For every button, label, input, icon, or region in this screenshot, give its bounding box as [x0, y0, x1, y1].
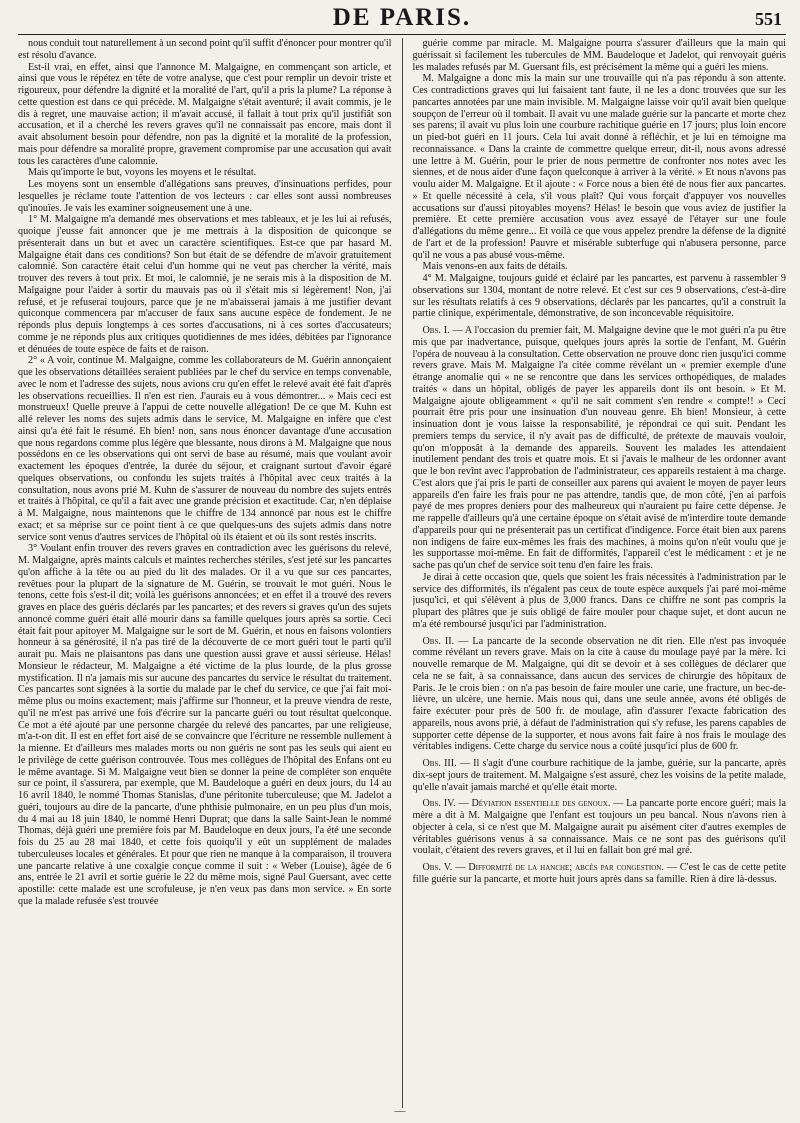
- two-column-body: [18, 38, 786, 1108]
- page-number: 551: [755, 9, 782, 29]
- observation-text: — C'est le cas de cette petite fille guérie sur la pancarte, et morte huit jours après dans sa famille. Rien à dire là-dessus.: [412, 862, 786, 885]
- observation-label: Obs. III.: [422, 758, 457, 769]
- paragraph: 2° « A voir, continue M. Malgaigne, comme les collaborateurs de M. Guérin annonçaient que les observations détaillées seraient publiées par le chef du service en temps convenable, avec le nom et l'adresse des sujets, nous avions cru qu'en effet le relevé avait été fait d'après les observations recueillies. Il n'en est rien. J'aurais eu à vous démontrer... » Mais ceci est monstrueux! Quelle preuve à l'appui de cette nouvelle allégation! De ce que M. Kuhn est allé relever les noms des sujets admis dans le service, M. Malgaigne en infère que c'est ainsi qu'a été fait le résumé. Eh bien! non, sans nous énoncer davantage d'une accusation que nous regardons comme plus légère que blessante, nous dirons à M. Malgaigne que nous possédons en ce les observations qui ont servi de base au résumé, mais que voulant avoir exactement les époques d'entrée, la durée du séjour, et craignant surtout d'avoir égaré quelques observations, ou confondu les sujets traités à l'hôpital avec ceux traités à la consultation, nous avons prié M. Kuhn de s'assurer de nouveau du nombre des sujets entrés et traités à l'hôpital, ce qu'il a fait avec une grande précision et exactitude. Car, n'en déplaise à M. Malgaigne, nous maintenons que le chiffre de 134 annoncé par nous est le chiffre exact; et sa méprise sur ce point tient à ce que quelques-uns des sujets admis dans notre service sont venus d'autres services de l'hôpital où ils étaient et où ils sont restés inscrits.: [18, 355, 392, 543]
- observation-text: — A l'occasion du premier fait, M. Malgaigne devine que le mot guéri n'a pu être mis que par inadvertance, puisque, quelques jours après la sortie de l'enfant, M. Guérin l'opéra de nouveau à la consultation. Cette observation ne prouve donc rien jusqu'ici comme revers grave. Mais M. Malgaigne l'a citée comme révélant un « premier exemple d'une étrange anomalie qui « ne se rencontre que dans les services orthopédiques, de malades traités « dans un hôpital, obligés de payer les appareils dont ils ont besoin. » Et M. Malgaigne ajoute obligeamment « qu'il ne sait comment s'en rendre « compte!! » Ceci pourrait être pris pour une insinuation d'un nouveau genre. Eh bien! Monsieur, à cette insinuation dont je vous laisse la responsabilité, je répondrai ce qui suit. Pendant les premiers temps du service, il n'y avait pas de difficulté, de prétexte de mauvais vouloir, qu'on m'opposât à la demande des appareils. Souvent les malades les attendaient inutilement pendant des trois et quatre mois. Et si j'avais le malheur de les ordonner avant que le bon revînt avec l'approbation de l'administrateur, ces appareils restaient à ma charge. C'est alors que j'ai pris le parti de conseiller aux parens qui avaient le moyen de payer leurs appareils d'en faire les frais pour ne pas attendre, tandis que, de mon côté, j'en ai parfois payé de mes propres deniers pour des malheureux qui n'auraient pu faire cette dépense. Je me rappelle d'ailleurs qu'à une certaine époque on s'était avisé de m'interdire toute demande d'appareils pour qui ne présenterait pas un certificat d'indigence. Force était bien aux parens non indigens de faire eux-mêmes les frais des machines, à moins qu'on n'eût voulu que je les supportasse moi-même. En fait de difformités, l'appareil c'est le médicament : et je ne sache pas qu'un chef de service soit tenu d'en faire les frais.: [412, 325, 786, 571]
- observation-label: Obs. V.: [422, 862, 453, 873]
- page-header: [18, 0, 786, 35]
- observation-label: Obs. I.: [422, 325, 450, 336]
- right-column: [413, 38, 787, 1108]
- observation-heading: — Difformité de la hanche; abcès par congestion.: [455, 862, 664, 873]
- observation-3: [413, 758, 787, 793]
- observation-2: [413, 636, 787, 754]
- observation-text: — La pancarte porte encore guéri; mais la mère a dit à M. Malgaigne que l'enfant est toujours un peu bancal. Nous n'avons rien à objecter à cela, si ce n'est que M. Malgaigne aurait pu aisément citer d'autres exemples de véritables guérisons venus à sa connaissance. Mais ce ne sont pas des guérisons qu'il voulait, c'étaient des revers graves, et il lui en fallait bon gré mal gré.: [412, 798, 786, 857]
- observation-1: [413, 325, 787, 572]
- observation-5: [413, 862, 787, 886]
- observation-1-continuation: Je dirai à cette occasion que, quels que soient les frais nécessités à l'administration par le service des difformités, ils n'égalent pas ceux de toute espèce auxquels j'ai paré moi-même jusqu'ici, et qui s'élèvent à plus de 3,000 francs. Dans ce chiffre ne sont pas compris la plupart des plâtres que je suis obligé de faire mouler pour chaque sujet, et dont aucun ne m'a été remboursé jusqu'ici par l'administration.: [412, 571, 786, 630]
- footer-mark: —: [394, 1105, 406, 1117]
- paragraph: Est-il vrai, en effet, ainsi que l'annonce M. Malgaigne, en commençant son article, et ainsi que vous le répétez en tête de votre analyse, que c'est pour remplir un devoir triste et rigoureux, pour défendre la dignité et la moralité de l'art, qu'il a pris la plume? La réponse à cette question est dans ce qui précède. M. Malgaigne s'était aventuré; il avait commis, je le dis à regret, une mauvaise action; il m'avait accusé, il fallait à tout prix qu'il justifiât son accusation, et il a cherché les revers graves qu'il ne connaissait pas encore, mais dont il avait absolument besoin pour défendre, non pas la dignité et la moralité de la profession, mais pour défendre sa moralité propre, gravement compromise par une accusation qui avait tous les caractères d'une calomnie.: [18, 61, 392, 167]
- paragraph: M. Malgaigne a donc mis la main sur une trouvaille qui n'a pas répondu à son attente. Ces contradictions graves qui lui faisaient tant faute, il ne les a donc trouvées que sur les pancartes annotées par une main invisible. M. Malgaigne laisse voir qu'il avait bien quelque soupçon de l'erreur où il tombait. Il avait vu une malade guérie sur la pancarte et morte chez ses parens; il avait vu plus loin une courbure rachitique guérie en 17 jours; plus loin encore un pied-bot guéri en 11 jours. Cela lui avait donné à réfléchir, et je lui en témoigne ma reconnaissance. « Dans la crainte de commettre quelque erreur, dit-il, nous avons adressé une lettre à M. Guérin, pour le prier de nous permettre de confronter nos notes avec les siennes, et de nous aider d'une façon quelconque à arriver à la vérité. » Et nous n'avons pas voulu aider M. Malgaigne. Et il ajoute : « Force nous a bien été de nous fier aux pancartes. » Et quelle nécessité à cela, s'il vous plaît? Qui vous forçait d'appuyer vos nouvelles accusations sur d'aussi pitoyables moyens? Hélas! le besoin que vous aviez de justifier la première. Et cette première accusation vous avez essayé de l'étayer sur une foule d'allégations du même genre... Et voilà ce que vous appelez prendre la défense de la dignité de l'art et de la profession! Pauvre et misérable subterfuge qui n'abusera personne, parce qu'il ne vous a pas abusé vous-même.: [412, 73, 786, 261]
- observation-heading: — Déviation essentielle des genoux.: [458, 798, 611, 810]
- paragraph: nous conduit tout naturellement à un second point qu'il suffit d'énoncer pour montrer qu'il est résolu d'avance.: [18, 38, 392, 61]
- paragraph: 1° M. Malgaigne m'a demandé mes observations et mes tableaux, et je les lui ai refusés, quoique j'eusse fait annoncer que je me mettrais à la disposition de quiconque se présenterait dans un but et avec un caractère scientifiques. Est-ce que par hasard M. Malgaigne était dans ces conditions? Son but était de se défendre de m'avoir gratuitement calomnié. Son caractère était celui d'un homme qui ne veut pas chercher la vérité, mais trouver des revers à tout prix. Et moi, le calomnié, je ne serais mis à la disposition de M. Malgaigne pour l'aider à sortir du mauvais pas où il s'était mis si légèrement! Non, j'ai refusé, et je refuserai toujours, parce que je ne m'abaisserai jamais à me justifier devant quiconque commencera par m'accuser de faux sans aucune espèce de fondement. Je ne réponds plus depuis longtemps à ces sortes d'accusations, ni à ces sortes d'accusateurs; comme je ne réponds plus aux critiques quotidiennes de mes idées, débitées par l'ignorance et dénuées de toute espèce de faits et de raison.: [18, 214, 392, 355]
- column-divider: [402, 38, 403, 1108]
- paragraph: 3° Voulant enfin trouver des revers graves en contradiction avec les guérisons du relevé, M. Malgaigne, après maints calculs et maintes recherches stériles, s'est jeté sur les pancartes qu'on affiche à la tête ou au pied du lit des malades. Or il a vu que sur ces pancartes, revêtues pour la plupart de la signature de M. Guérin, se trouvait le mot guéri. Nous le tenons, cette fois s'est-il dit; voilà les guérisons annoncées; et en effet il a trouvé des revers graves en place des guéris déclarés par les pancartes; et des revers si graves qu'un des sujets annoncé comme guéri était allé mourir dans sa famille quelques jours après sa sortie. Ceci était fait pour apitoyer M. Malgaigne sur le sort de M. Guérin, et nous en faisons volontiers honneur à sa générosité, il n'a pas tiré de la découverte de ce mort guéri tout le parti qu'il aurait pu. Mais ne plaisantons pas dans une question aussi grave et aussi sérieuse. Hélas! Monsieur le rédacteur, M. Malgaigne a été victime de la plus lourde, de la plus grosse mystification. Il n'a jamais mis sur aucune des pancartes du service le résultat du traitement. Ces pancartes sont signées à la sortie du malade par le chef du service, ce que j'ai fait moi-même plus ou moins exactement; mais j'affirme sur l'honneur, et la preuve viendra de reste, qu'il ne m'est pas arrivé une fois d'écrire sur la pancarte guéri ou tout résultat quelconque. Ce mot a été ajouté par une personne chargée du relevé des pancartes, par une religieuse, m'a-t-on dit. Il est en effet fort aisé de se convaincre que l'écriture ne ressemble nullement à la mienne. Et d'ailleurs mes malades morts ou non guéris ne sont pas les seuls qui aient eu le privilège de cette guérison controuvée. Tous mes collègues de l'hôpital des Enfans ont eu le même avantage. Si M. Malgaigne veut bien se donner la peine de compléter son enquête sur ce point, il s'assurera, par exemple, que M. Baudeloque a guéri en deux jours, du 14 au 16 avril 1840, le nommé Thomas Stanislas, d'une péritonite tuberculeuse; que M. Jadelot a guéri, toujours au dire de la pancarte, d'une phthisie pulmonaire, en un peu plus d'un mois, du 4 mai au 18 juin 1840, le nommé Henri Duprat; que dans la salle Saint-Jean le nommé Thomas, déjà guéri une première fois par M. Baudeloque en deux jours, l'a été une seconde fois du 25 au 28 mai 1840, et cette fois quoiqu'il y eût un supplément de malades tuberculeuses locales et générales. Et pour que rien ne manque à la comparaison, il trouvera une pancarte relative à une coxalgie conçue comme il suit : « Weber (Louise), âgée de 6 ans, entrée le 21 avril et sortie guérie le 22 du même mois, signé Paul Guersant, avec cette apostille: cette malade est une scrofuleuse, je n'en veux pas dans mon service. » En sorte que la malade refusée s'est trouvée: [18, 543, 392, 907]
- observation-4: [413, 798, 787, 857]
- paragraph: guérie comme par miracle. M. Malgaigne pourra s'assurer d'ailleurs que la main qui guérissait si facilement les tubercules de MM. Baudeloque et Jadelot, qui renvoyait guéris les malades refusés par M. Guersant fils, est précisément la même qui a guéri les miens.: [412, 38, 786, 73]
- observation-text: — La pancarte de la seconde observation ne dit rien. Elle n'est pas invoquée comme révélant un revers grave. Mais on la cite à cause du moulage payé par la mère. Ici nouvelle remarque de M. Malgaigne, qui dit se devoir et à ses collègues de déclarer que cela ne se fait, à sa connaissance, dans aucun des services de chirurgie des hôpitaux de Paris. Je le crois bien : on n'a pas besoin de faire mouler une carie, une fracture, un bec-de-lièvre, un ulcère, une hernie. Mais nous qui, dans une seule année, avons été obligés de faire exécuter pour près de 500 fr. de moulage, afin d'assurer l'exacte fabrication des appareils, nous avons prié, à défaut de l'administration qui s'y refuse, les parens capables de supporter cette dépense de la supporter, et nous avons fait faire à nos frais le moulage des véritables indigens. Cette charge du service nous a coûté jusqu'ici plus de 600 fr.: [412, 635, 786, 753]
- paragraph: Les moyens sont un ensemble d'allégations sans preuves, d'insinuations perfides, pour lesquelles je réclame toute l'attention de vos lecteurs : car elles sont aussi nombreuses qu'inouïes. Je vais les examiner soigneusement une à une.: [18, 179, 392, 214]
- running-title: DE PARIS.: [332, 4, 472, 31]
- observation-label: Obs. IV.: [422, 798, 456, 810]
- observation-text: — Il s'agit d'une courbure rachitique de la jambe, guérie, sur la pancarte, après dix-sept jours de traitement. M. Malgaigne s'est assuré, chez les voisins de la petite malade, qu'elle n'avait jamais marché et qu'elle était morte.: [412, 758, 786, 793]
- observation-label: Obs. II.: [422, 635, 455, 647]
- paragraph: Mais venons-en aux faits de détails.: [422, 261, 568, 273]
- left-column: [18, 38, 392, 1108]
- paragraph: Mais qu'importe le but, voyons les moyens et le résultat.: [28, 167, 257, 179]
- paragraph: 4° M. Malgaigne, toujours guidé et éclairé par les pancartes, est parvenu à rassembler 9 observations sur 1304, montant de notre relevé. Et c'est sur ces 9 observations, c'est-à-dire sur les résultats relatifs à ces 9 observations, déclarés par les pancartes, qu'il a construit la partie clinique, expérimentale, démonstrative, de son inconcevable réquisitoire.: [412, 273, 786, 320]
